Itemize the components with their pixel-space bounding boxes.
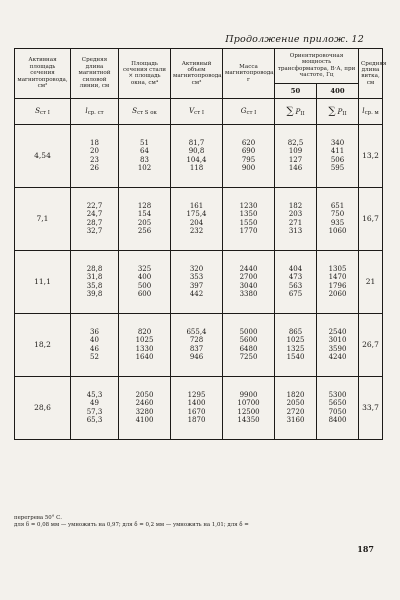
cell-area: 11,1 xyxy=(15,250,71,313)
symbol-mass: Gст I xyxy=(223,98,275,124)
cell-power-50: 865 1025 1325 1540 xyxy=(275,313,317,376)
symbol-area: Sст I xyxy=(15,98,71,124)
cell-area: 28,6 xyxy=(15,376,71,439)
column-header-sok: Площадь сечения стали × площадь окна, см⁴ xyxy=(119,49,171,99)
cell-sok: 128 154 205 256 xyxy=(119,187,171,250)
cell-sok: 2050 2460 3280 4100 xyxy=(119,376,171,439)
symbol-turn-length: lср. м xyxy=(359,98,383,124)
table-row xyxy=(15,250,383,313)
cell-power-400: 340 411 506 595 xyxy=(317,124,359,187)
cell-power-400: 2540 3010 3590 4240 xyxy=(317,313,359,376)
cell-power-50: 182 203 271 313 xyxy=(275,187,317,250)
footnote-line: перегрева 50° С. xyxy=(14,515,62,521)
header-row xyxy=(15,49,383,84)
cell-power-50: 404 473 563 675 xyxy=(275,250,317,313)
frequency-50-header: 50 xyxy=(275,83,317,98)
footnote-line: для δ = 0,08 мм — умножить на 0,97; для δ = 0,2 мм — умножить на 1,01; для δ = xyxy=(14,521,249,528)
cell-mass: 5000 5600 6480 7250 xyxy=(223,313,275,376)
cell-turn-length: 16,7 xyxy=(359,187,383,250)
cell-area: 4,54 xyxy=(15,124,71,187)
cell-length: 22,7 24,7 28,7 32,7 xyxy=(71,187,119,250)
table-row xyxy=(15,187,383,250)
table-row xyxy=(15,313,383,376)
cell-volume: 1295 1400 1670 1870 xyxy=(171,376,223,439)
cell-sok: 51 64 83 102 xyxy=(119,124,171,187)
cell-mass: 9900 10700 12500 14350 xyxy=(223,376,275,439)
cell-volume: 161 175,4 204 232 xyxy=(171,187,223,250)
cell-length: 28,8 31,8 35,8 39,8 xyxy=(71,250,119,313)
cell-area: 18,2 xyxy=(15,313,71,376)
cell-volume: 320 353 397 442 xyxy=(171,250,223,313)
cell-turn-length: 13,2 xyxy=(359,124,383,187)
column-header-area: Активная площадь сечения магнитопровода, см² xyxy=(15,49,71,99)
cell-length: 36 40 46 52 xyxy=(71,313,119,376)
cell-sok: 325 400 500 600 xyxy=(119,250,171,313)
cell-power-400: 1305 1470 1796 2060 xyxy=(317,250,359,313)
symbol-length: lср. ст xyxy=(71,98,119,124)
cell-turn-length: 21 xyxy=(359,250,383,313)
table-row xyxy=(15,124,383,187)
cell-area: 7,1 xyxy=(15,187,71,250)
cell-power-400: 651 750 935 1060 xyxy=(317,187,359,250)
cell-mass: 1230 1350 1550 1770 xyxy=(223,187,275,250)
cell-power-50: 1820 2050 2720 3160 xyxy=(275,376,317,439)
symbol-sok: Sст S ок xyxy=(119,98,171,124)
column-header-length: Средняя длина магнитной силовой линии, см xyxy=(71,49,119,99)
column-header-volume: Активный объем магнитопровода, см³ xyxy=(171,49,223,99)
running-header: Продолжение прилож. 12 xyxy=(225,34,364,45)
cell-volume: 81,7 90,8 104,4 118 xyxy=(171,124,223,187)
cell-mass: 2440 2700 3040 3380 xyxy=(223,250,275,313)
cell-mass: 620 690 795 900 xyxy=(223,124,275,187)
cell-power-400: 5300 5650 7050 8400 xyxy=(317,376,359,439)
column-header-turn-length: Средняя длина витка, см xyxy=(359,49,383,99)
page-number: 187 xyxy=(357,544,374,554)
frequency-400-header: 400 xyxy=(317,83,359,98)
cell-volume: 655,4 728 837 946 xyxy=(171,313,223,376)
data-table xyxy=(14,48,387,440)
column-header-mass: Масса магнитопровода, г xyxy=(223,49,275,99)
cell-length: 18 20 23 26 xyxy=(71,124,119,187)
cell-sok: 820 1025 1330 1640 xyxy=(119,313,171,376)
symbol-volume: Vст I xyxy=(171,98,223,124)
column-header-power: Ориентировочная мощность трансформатора, В·А, при частоте, Гц xyxy=(275,49,359,84)
cell-length: 45,3 49 57,3 65,3 xyxy=(71,376,119,439)
cell-turn-length: 33,7 xyxy=(359,376,383,439)
cell-turn-length: 26,7 xyxy=(359,313,383,376)
cell-power-50: 82,5 109 127 146 xyxy=(275,124,317,187)
symbol-power-400: ∑ PII xyxy=(317,98,359,124)
symbol-power-50: ∑ PII xyxy=(275,98,317,124)
table-row xyxy=(15,376,383,439)
symbol-row xyxy=(15,98,383,124)
footnote xyxy=(14,515,384,528)
